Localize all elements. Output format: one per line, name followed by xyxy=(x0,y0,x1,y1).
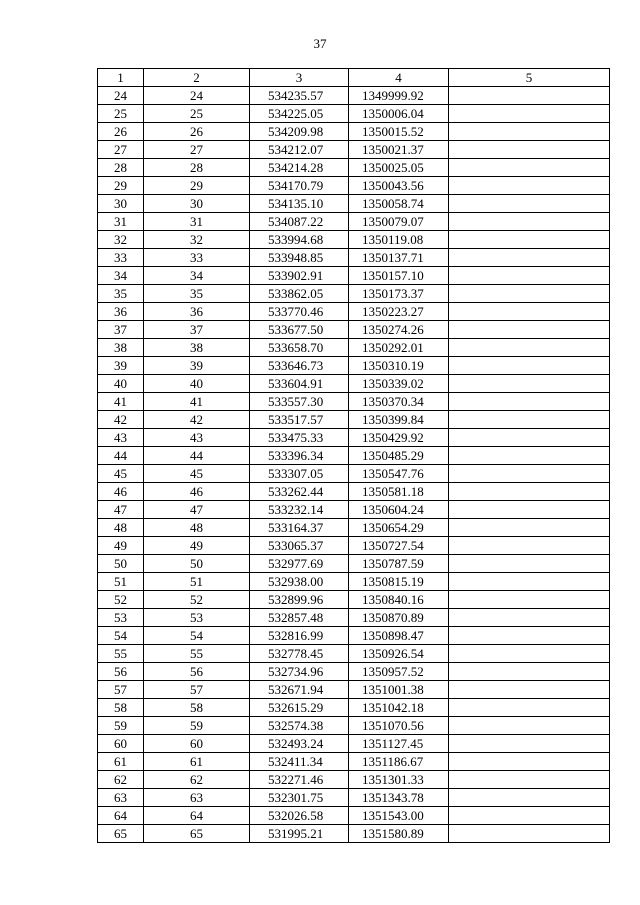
table-cell-col-5 xyxy=(449,303,610,321)
table-cell-col-4: 1351543.00 xyxy=(349,807,449,825)
table-cell-col-2: 51 xyxy=(144,573,250,591)
table-row xyxy=(98,825,610,843)
table-cell-col-2: 49 xyxy=(144,537,250,555)
table-cell-col-1: 58 xyxy=(98,699,144,717)
table-cell-col-1: 34 xyxy=(98,267,144,285)
table-cell-col-5 xyxy=(449,465,610,483)
table-cell-col-4: 1351301.33 xyxy=(349,771,449,789)
table-cell-col-5 xyxy=(449,159,610,177)
table-cell-col-3: 532615.29 xyxy=(250,699,349,717)
table-cell-col-3: 532816.99 xyxy=(250,627,349,645)
table-row xyxy=(98,339,610,357)
table-cell-col-2: 39 xyxy=(144,357,250,375)
page-number: 37 xyxy=(313,36,327,51)
table-cell-col-4: 1350157.10 xyxy=(349,267,449,285)
table-cell-col-3: 532977.69 xyxy=(250,555,349,573)
table-cell-col-3: 533232.14 xyxy=(250,501,349,519)
table-cell-col-3: 533770.46 xyxy=(250,303,349,321)
table-cell-col-1: 61 xyxy=(98,753,144,771)
column-header-5: 5 xyxy=(449,69,610,87)
table-cell-col-4: 1350223.27 xyxy=(349,303,449,321)
table-cell-col-4: 1350787.59 xyxy=(349,555,449,573)
table-row xyxy=(98,789,610,807)
table-cell-col-4: 1350025.05 xyxy=(349,159,449,177)
table-cell-col-1: 38 xyxy=(98,339,144,357)
table-row xyxy=(98,105,610,123)
table-row xyxy=(98,285,610,303)
table-cell-col-5 xyxy=(449,609,610,627)
table-cell-col-1: 37 xyxy=(98,321,144,339)
table-cell-col-1: 42 xyxy=(98,411,144,429)
table-cell-col-5 xyxy=(449,87,610,105)
table-cell-col-5 xyxy=(449,321,610,339)
table-row xyxy=(98,213,610,231)
table-cell-col-3: 532271.46 xyxy=(250,771,349,789)
table-cell-col-4: 1350058.74 xyxy=(349,195,449,213)
table-cell-col-2: 42 xyxy=(144,411,250,429)
table-cell-col-3: 533517.57 xyxy=(250,411,349,429)
table-cell-col-1: 44 xyxy=(98,447,144,465)
table-cell-col-4: 1350006.04 xyxy=(349,105,449,123)
table-row xyxy=(98,177,610,195)
table-cell-col-5 xyxy=(449,699,610,717)
table-cell-col-3: 532574.38 xyxy=(250,717,349,735)
table-row xyxy=(98,555,610,573)
table-cell-col-2: 34 xyxy=(144,267,250,285)
table-cell-col-3: 534087.22 xyxy=(250,213,349,231)
table-cell-col-5 xyxy=(449,573,610,591)
table-cell-col-5 xyxy=(449,789,610,807)
table-cell-col-1: 55 xyxy=(98,645,144,663)
table-cell-col-3: 533994.68 xyxy=(250,231,349,249)
table-cell-col-4: 1350310.19 xyxy=(349,357,449,375)
table-row xyxy=(98,231,610,249)
table-row xyxy=(98,627,610,645)
table-cell-col-2: 32 xyxy=(144,231,250,249)
table-cell-col-1: 59 xyxy=(98,717,144,735)
table-row xyxy=(98,681,610,699)
table-cell-col-2: 63 xyxy=(144,789,250,807)
table-cell-col-4: 1351042.18 xyxy=(349,699,449,717)
table-row xyxy=(98,807,610,825)
table-cell-col-5 xyxy=(449,771,610,789)
table-cell-col-2: 43 xyxy=(144,429,250,447)
table-cell-col-1: 48 xyxy=(98,519,144,537)
table-cell-col-5 xyxy=(449,393,610,411)
table-cell-col-2: 50 xyxy=(144,555,250,573)
table-cell-col-4: 1350339.02 xyxy=(349,375,449,393)
table-cell-col-2: 58 xyxy=(144,699,250,717)
table-cell-col-4: 1350015.52 xyxy=(349,123,449,141)
table-cell-col-3: 533862.05 xyxy=(250,285,349,303)
table-cell-col-1: 65 xyxy=(98,825,144,843)
table-cell-col-3: 533646.73 xyxy=(250,357,349,375)
table-cell-col-4: 1351186.67 xyxy=(349,753,449,771)
table-cell-col-1: 25 xyxy=(98,105,144,123)
table-cell-col-5 xyxy=(449,267,610,285)
table-cell-col-1: 52 xyxy=(98,591,144,609)
table-cell-col-4: 1351001.38 xyxy=(349,681,449,699)
table-cell-col-2: 33 xyxy=(144,249,250,267)
table-cell-col-1: 33 xyxy=(98,249,144,267)
table-cell-col-1: 35 xyxy=(98,285,144,303)
table-cell-col-3: 534225.05 xyxy=(250,105,349,123)
table-row xyxy=(98,537,610,555)
table-row xyxy=(98,591,610,609)
column-header-1: 1 xyxy=(98,69,144,87)
table-cell-col-5 xyxy=(449,681,610,699)
column-header-2: 2 xyxy=(144,69,250,87)
table-cell-col-5 xyxy=(449,717,610,735)
table-cell-col-4: 1350043.56 xyxy=(349,177,449,195)
table-cell-col-1: 49 xyxy=(98,537,144,555)
table-cell-col-5 xyxy=(449,753,610,771)
table-cell-col-3: 533262.44 xyxy=(250,483,349,501)
table-cell-col-1: 43 xyxy=(98,429,144,447)
table-row xyxy=(98,303,610,321)
table-cell-col-4: 1350137.71 xyxy=(349,249,449,267)
table-cell-col-3: 532301.75 xyxy=(250,789,349,807)
table-row xyxy=(98,519,610,537)
table-cell-col-4: 1351070.56 xyxy=(349,717,449,735)
table-row xyxy=(98,249,610,267)
table-cell-col-4: 1350485.29 xyxy=(349,447,449,465)
table-cell-col-1: 31 xyxy=(98,213,144,231)
table-cell-col-2: 29 xyxy=(144,177,250,195)
table-cell-col-1: 53 xyxy=(98,609,144,627)
table-cell-col-5 xyxy=(449,339,610,357)
table-cell-col-5 xyxy=(449,177,610,195)
table-cell-col-3: 533902.91 xyxy=(250,267,349,285)
table-cell-col-2: 25 xyxy=(144,105,250,123)
table-cell-col-4: 1350581.18 xyxy=(349,483,449,501)
table-cell-col-1: 24 xyxy=(98,87,144,105)
table-cell-col-2: 57 xyxy=(144,681,250,699)
table-cell-col-5 xyxy=(449,591,610,609)
table-cell-col-2: 47 xyxy=(144,501,250,519)
table-cell-col-4: 1350292.01 xyxy=(349,339,449,357)
table-cell-col-1: 50 xyxy=(98,555,144,573)
table-cell-col-2: 44 xyxy=(144,447,250,465)
table-cell-col-1: 62 xyxy=(98,771,144,789)
table-body xyxy=(98,87,610,843)
table-row xyxy=(98,357,610,375)
table-cell-col-5 xyxy=(449,231,610,249)
table-row xyxy=(98,375,610,393)
table-row xyxy=(98,735,610,753)
table-row xyxy=(98,573,610,591)
table-cell-col-5 xyxy=(449,537,610,555)
table-cell-col-3: 533475.33 xyxy=(250,429,349,447)
table-cell-col-3: 533604.91 xyxy=(250,375,349,393)
table-cell-col-5 xyxy=(449,447,610,465)
table-row xyxy=(98,411,610,429)
table-cell-col-5 xyxy=(449,807,610,825)
table-cell-col-5 xyxy=(449,663,610,681)
table-cell-col-3: 534170.79 xyxy=(250,177,349,195)
table-cell-col-5 xyxy=(449,141,610,159)
table-cell-col-2: 48 xyxy=(144,519,250,537)
table-cell-col-5 xyxy=(449,105,610,123)
table-cell-col-1: 45 xyxy=(98,465,144,483)
table-cell-col-4: 1350547.76 xyxy=(349,465,449,483)
table-cell-col-1: 30 xyxy=(98,195,144,213)
table-cell-col-4: 1351580.89 xyxy=(349,825,449,843)
table-cell-col-3: 533948.85 xyxy=(250,249,349,267)
table-cell-col-4: 1350926.54 xyxy=(349,645,449,663)
table-cell-col-2: 59 xyxy=(144,717,250,735)
table-cell-col-4: 1349999.92 xyxy=(349,87,449,105)
table-cell-col-2: 35 xyxy=(144,285,250,303)
table-row xyxy=(98,699,610,717)
table-cell-col-5 xyxy=(449,735,610,753)
table-cell-col-3: 532411.34 xyxy=(250,753,349,771)
table-row xyxy=(98,483,610,501)
table-cell-col-1: 46 xyxy=(98,483,144,501)
table-cell-col-5 xyxy=(449,285,610,303)
table-cell-col-4: 1350119.08 xyxy=(349,231,449,249)
table-cell-col-3: 534212.07 xyxy=(250,141,349,159)
table-cell-col-1: 60 xyxy=(98,735,144,753)
table-cell-col-5 xyxy=(449,825,610,843)
table-cell-col-2: 45 xyxy=(144,465,250,483)
table-row xyxy=(98,267,610,285)
table-cell-col-2: 54 xyxy=(144,627,250,645)
table-cell-col-3: 533164.37 xyxy=(250,519,349,537)
table-cell-col-4: 1350173.37 xyxy=(349,285,449,303)
table-cell-col-3: 534214.28 xyxy=(250,159,349,177)
table-row xyxy=(98,123,610,141)
table-row xyxy=(98,663,610,681)
table-cell-col-5 xyxy=(449,195,610,213)
table-row xyxy=(98,717,610,735)
column-header-3: 3 xyxy=(250,69,349,87)
table-cell-col-2: 53 xyxy=(144,609,250,627)
table-cell-col-1: 47 xyxy=(98,501,144,519)
table-cell-col-4: 1350021.37 xyxy=(349,141,449,159)
table-cell-col-2: 62 xyxy=(144,771,250,789)
table-row xyxy=(98,501,610,519)
table-cell-col-4: 1350840.16 xyxy=(349,591,449,609)
table-cell-col-1: 54 xyxy=(98,627,144,645)
table-cell-col-3: 534135.10 xyxy=(250,195,349,213)
table-cell-col-4: 1350399.84 xyxy=(349,411,449,429)
table-cell-col-4: 1351343.78 xyxy=(349,789,449,807)
table-cell-col-3: 532899.96 xyxy=(250,591,349,609)
table-cell-col-3: 532671.94 xyxy=(250,681,349,699)
table-cell-col-3: 533658.70 xyxy=(250,339,349,357)
table-cell-col-5 xyxy=(449,429,610,447)
table-cell-col-3: 534209.98 xyxy=(250,123,349,141)
table-cell-col-1: 40 xyxy=(98,375,144,393)
table-cell-col-3: 533677.50 xyxy=(250,321,349,339)
table-cell-col-5 xyxy=(449,123,610,141)
table-cell-col-5 xyxy=(449,483,610,501)
table-cell-col-2: 26 xyxy=(144,123,250,141)
table-cell-col-5 xyxy=(449,249,610,267)
table-cell-col-2: 40 xyxy=(144,375,250,393)
table-cell-col-1: 51 xyxy=(98,573,144,591)
table-cell-col-5 xyxy=(449,213,610,231)
table-cell-col-3: 533307.05 xyxy=(250,465,349,483)
table-cell-col-2: 36 xyxy=(144,303,250,321)
table-cell-col-4: 1350274.26 xyxy=(349,321,449,339)
table-cell-col-5 xyxy=(449,501,610,519)
table-row xyxy=(98,753,610,771)
table-cell-col-1: 56 xyxy=(98,663,144,681)
table-cell-col-5 xyxy=(449,627,610,645)
table-cell-col-2: 28 xyxy=(144,159,250,177)
table-cell-col-5 xyxy=(449,645,610,663)
table-cell-col-1: 39 xyxy=(98,357,144,375)
table-cell-col-3: 533065.37 xyxy=(250,537,349,555)
table-row xyxy=(98,447,610,465)
table-header-row xyxy=(98,69,610,87)
table-row xyxy=(98,393,610,411)
table-cell-col-2: 46 xyxy=(144,483,250,501)
table-cell-col-3: 532938.00 xyxy=(250,573,349,591)
table-row xyxy=(98,645,610,663)
table-cell-col-2: 31 xyxy=(144,213,250,231)
table-row xyxy=(98,771,610,789)
table-row xyxy=(98,87,610,105)
table-cell-col-1: 29 xyxy=(98,177,144,195)
table-cell-col-2: 37 xyxy=(144,321,250,339)
table-cell-col-3: 532778.45 xyxy=(250,645,349,663)
table-cell-col-4: 1351127.45 xyxy=(349,735,449,753)
table-cell-col-1: 28 xyxy=(98,159,144,177)
table-cell-col-1: 36 xyxy=(98,303,144,321)
table-cell-col-3: 533557.30 xyxy=(250,393,349,411)
table-cell-col-5 xyxy=(449,519,610,537)
table-cell-col-4: 1350815.19 xyxy=(349,573,449,591)
table-cell-col-2: 55 xyxy=(144,645,250,663)
table-cell-col-3: 533396.34 xyxy=(250,447,349,465)
table-cell-col-1: 27 xyxy=(98,141,144,159)
table-cell-col-2: 27 xyxy=(144,141,250,159)
table-cell-col-4: 1350370.34 xyxy=(349,393,449,411)
table-cell-col-2: 65 xyxy=(144,825,250,843)
table-cell-col-4: 1350870.89 xyxy=(349,609,449,627)
table-cell-col-2: 24 xyxy=(144,87,250,105)
coordinates-table xyxy=(97,68,610,843)
table-cell-col-4: 1350654.29 xyxy=(349,519,449,537)
table-row xyxy=(98,429,610,447)
table-cell-col-3: 534235.57 xyxy=(250,87,349,105)
table-cell-col-2: 38 xyxy=(144,339,250,357)
table-cell-col-1: 57 xyxy=(98,681,144,699)
table-cell-col-3: 532493.24 xyxy=(250,735,349,753)
table-cell-col-2: 41 xyxy=(144,393,250,411)
table-cell-col-4: 1350727.54 xyxy=(349,537,449,555)
table-cell-col-4: 1350604.24 xyxy=(349,501,449,519)
table-cell-col-5 xyxy=(449,375,610,393)
table-cell-col-4: 1350898.47 xyxy=(349,627,449,645)
table-cell-col-5 xyxy=(449,411,610,429)
table-cell-col-2: 56 xyxy=(144,663,250,681)
table-row xyxy=(98,141,610,159)
table-cell-col-3: 532026.58 xyxy=(250,807,349,825)
table-row xyxy=(98,465,610,483)
table-cell-col-1: 32 xyxy=(98,231,144,249)
table-cell-col-2: 52 xyxy=(144,591,250,609)
table-cell-col-4: 1350429.92 xyxy=(349,429,449,447)
table-cell-col-2: 30 xyxy=(144,195,250,213)
table-cell-col-2: 64 xyxy=(144,807,250,825)
table-cell-col-5 xyxy=(449,555,610,573)
table-row xyxy=(98,159,610,177)
table-row xyxy=(98,195,610,213)
table-cell-col-2: 60 xyxy=(144,735,250,753)
table-row xyxy=(98,321,610,339)
table-cell-col-1: 41 xyxy=(98,393,144,411)
table-cell-col-3: 531995.21 xyxy=(250,825,349,843)
table-cell-col-5 xyxy=(449,357,610,375)
table-cell-col-2: 61 xyxy=(144,753,250,771)
table-cell-col-1: 64 xyxy=(98,807,144,825)
table-cell-col-3: 532734.96 xyxy=(250,663,349,681)
table-cell-col-4: 1350079.07 xyxy=(349,213,449,231)
table-cell-col-3: 532857.48 xyxy=(250,609,349,627)
column-header-4: 4 xyxy=(349,69,449,87)
table-cell-col-4: 1350957.52 xyxy=(349,663,449,681)
table-cell-col-1: 63 xyxy=(98,789,144,807)
table-cell-col-1: 26 xyxy=(98,123,144,141)
table-row xyxy=(98,609,610,627)
